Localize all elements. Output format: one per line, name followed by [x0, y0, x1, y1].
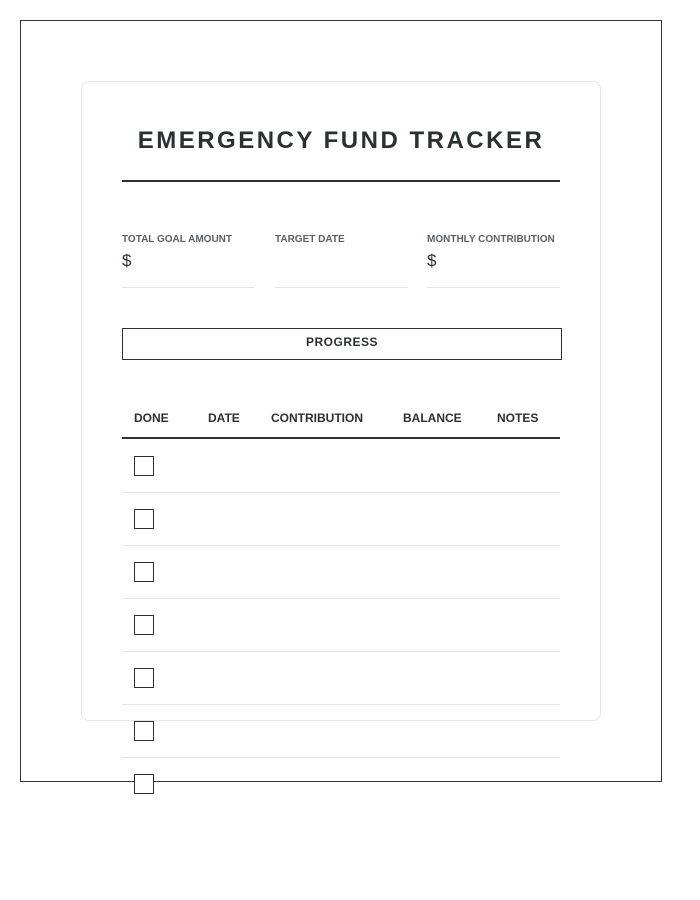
done-checkbox[interactable]: [134, 774, 154, 794]
monthly-contribution-field[interactable]: [427, 234, 560, 288]
table-row: [122, 652, 560, 705]
table-row: [122, 705, 560, 758]
done-checkbox[interactable]: [134, 721, 154, 741]
header-done: DONE: [134, 411, 169, 425]
done-checkbox[interactable]: [134, 562, 154, 582]
title-divider: [122, 180, 560, 182]
done-checkbox[interactable]: [134, 456, 154, 476]
table-row: [122, 493, 560, 546]
currency-prefix: $: [427, 251, 437, 270]
table-row: [122, 758, 560, 810]
total-goal-field[interactable]: [122, 234, 255, 288]
field-label: TOTAL GOAL AMOUNT: [122, 234, 232, 245]
header-contribution: CONTRIBUTION: [271, 411, 363, 425]
header-notes: NOTES: [497, 411, 539, 425]
table-header-divider: [122, 437, 560, 439]
header-date: DATE: [208, 411, 240, 425]
table-row: [122, 546, 560, 599]
field-label: MONTHLY CONTRIBUTION: [427, 234, 555, 245]
header-balance: BALANCE: [403, 411, 462, 425]
table-row: [122, 440, 560, 493]
progress-bar: PROGRESS: [122, 328, 562, 360]
done-checkbox[interactable]: [134, 509, 154, 529]
field-label: TARGET DATE: [275, 234, 345, 245]
target-date-field[interactable]: [275, 234, 408, 288]
currency-prefix: $: [122, 251, 132, 270]
done-checkbox[interactable]: [134, 615, 154, 635]
table-row: [122, 599, 560, 652]
done-checkbox[interactable]: [134, 668, 154, 688]
page-title: EMERGENCY FUND TRACKER: [137, 127, 545, 154]
